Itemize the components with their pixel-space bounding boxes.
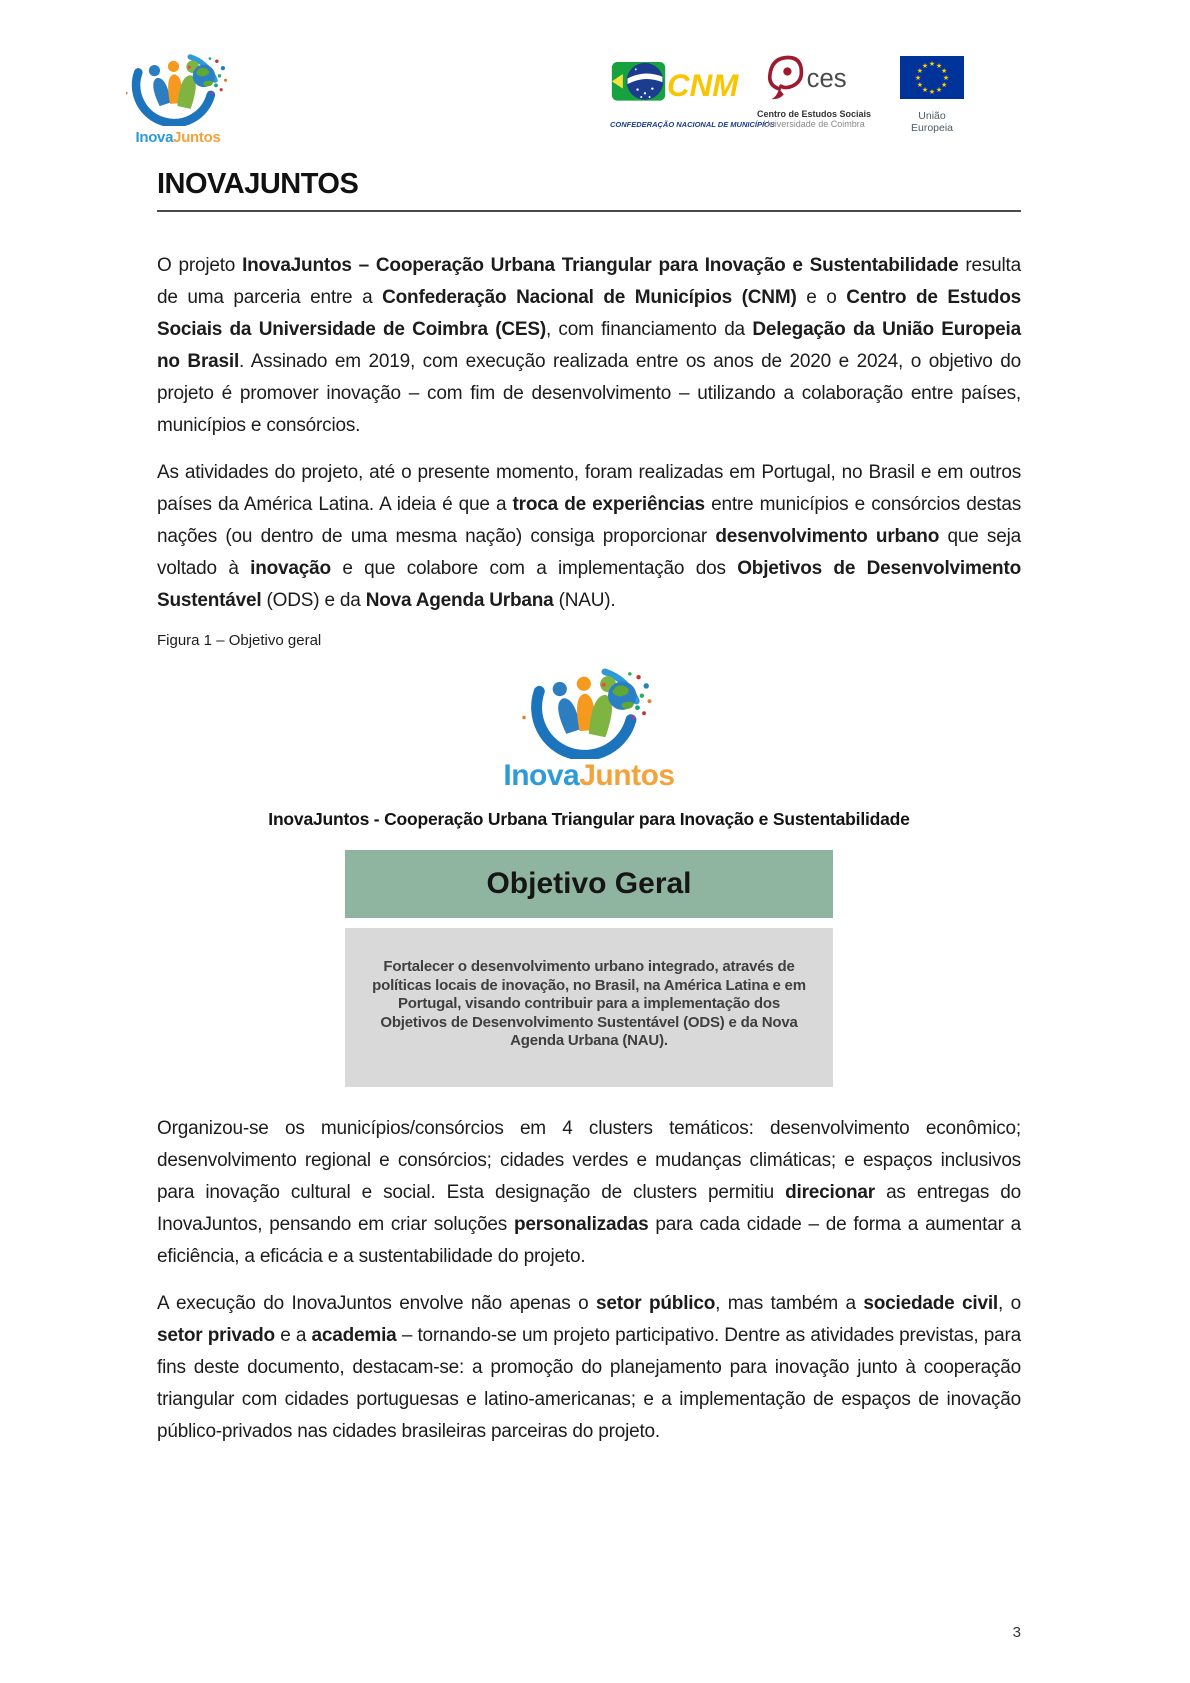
figure-inovajuntos-logo-icon xyxy=(502,663,677,759)
inovajuntos-logo-icon xyxy=(126,50,230,126)
ces-caption-line2: Universidade de Coimbra xyxy=(763,119,865,129)
paragraph-execution: A execução do InovaJuntos envolve não apenas o setor público, mas também a sociedade civil, o setor privado e a academia – tornando-se um projeto participativo. Dentre as atividades previstas, para fins deste documento, destacam-se: a promoção do planejamento para inovação junto à cooperação triangular com cidades portuguesas e latino-americanas; e a implementação de espaços de inovação público-privados nas cidades brasileiras parceiras do projeto. xyxy=(157,1292,1021,1442)
objetivo-geral-banner: Objetivo Geral xyxy=(345,850,833,918)
cnm-header-logo xyxy=(610,56,775,129)
inovajuntos-header-logo xyxy=(126,50,230,146)
objetivo-geral-description: Fortalecer o desenvolvimento urbano integrado, através de políticas locais de inovação, no Brasil, na América Latina e em Portugal, visando contribuir para a implementação dos Objetivos de Desenvolvimento Sustentável (ODS) e da Nova Agenda Urbana (NAU). xyxy=(345,928,833,1087)
paragraph-clusters: Organizou-se os municípios/consórcios em 4 clusters temáticos: desenvolvimento econômico; desenvolvimento regional e consórcios; cidades verdes e mudanças climáticas; e espaços inclusivos para inovação cultural e social. Esta designação de clusters permitiu direcionar as entregas do InovaJuntos, pensando em criar soluções personalizadas para cada cidade – de forma a aumentar a eficiência, a eficácia e a sustentabilidade do projeto. xyxy=(157,1117,1021,1267)
svg-text:★: ★ xyxy=(916,81,924,89)
svg-text:★: ★ xyxy=(914,74,922,82)
ces-acronym: ces xyxy=(806,65,847,94)
svg-text:★: ★ xyxy=(921,86,929,95)
figure-wordmark-juntos: Juntos xyxy=(579,759,675,792)
ces-logo-icon xyxy=(759,52,869,102)
wordmark-juntos: Juntos xyxy=(173,129,221,146)
cnm-logo-icon xyxy=(610,56,748,114)
svg-text:★: ★ xyxy=(921,61,929,70)
svg-text:★: ★ xyxy=(928,88,936,96)
figure-caption: Figura 1 – Objetivo geral xyxy=(157,632,322,649)
wordmark-inova: Inova xyxy=(135,129,174,146)
paragraph-intro: O projeto InovaJuntos – Cooperação Urbana Triangular para Inovação e Sustentabilidade resulta de uma parceria entre a Confederação Nacional de Municípios (CNM) e o Centro de Estudos Sociais da Universidade de Coimbra (CES), com financiamento da Delegação da União Europeia no Brasil. Assinado em 2019, com execução realizada entre os anos de 2020 e 2024, o objetivo do projeto é promover inovação – com fim de desenvolvimento – utilizando a colaboração entre países, municípios e consórcios. xyxy=(157,255,1021,436)
svg-text:★: ★ xyxy=(935,61,943,70)
svg-text:★: ★ xyxy=(942,74,950,82)
eu-header-logo xyxy=(898,56,966,134)
svg-text:★: ★ xyxy=(940,81,948,89)
eu-flag-icon xyxy=(900,56,964,99)
page-number: 3 xyxy=(1012,1624,1021,1641)
figure-objetivo-geral xyxy=(157,663,1021,1087)
figure-wordmark-inova: Inova xyxy=(503,759,580,792)
svg-text:★: ★ xyxy=(928,60,936,68)
svg-text:★: ★ xyxy=(935,86,943,95)
figure-inovajuntos-wordmark xyxy=(157,759,1021,793)
text-column xyxy=(157,168,1021,1463)
inovajuntos-wordmark xyxy=(126,129,230,146)
svg-text:★: ★ xyxy=(916,67,924,75)
page-title: INOVAJUNTOS xyxy=(157,168,1021,212)
cnm-acronym: CNM xyxy=(667,68,739,104)
eu-caption: União Europeia xyxy=(910,110,954,134)
figure-inovajuntos-logo xyxy=(157,663,1021,793)
svg-text:★: ★ xyxy=(940,67,948,75)
ces-caption-line1: Centro de Estudos Sociais xyxy=(756,109,872,119)
paragraph-activities: As atividades do projeto, até o presente momento, foram realizadas em Portugal, no Brasil e em outros países da América Latina. A ideia é que a troca de experiências entre municípios e consórcios destas nações (ou dentro de uma mesma nação) consiga proporcionar desenvolvimento urbano que seja voltado à inovação e que colabore com a implementação dos Objetivos de Desenvolvimento Sustentável (ODS) e da Nova Agenda Urbana (NAU). xyxy=(157,462,1022,611)
cnm-caption: CONFEDERAÇÃO NACIONAL DE MUNICÍPIOS xyxy=(610,120,775,129)
ces-header-logo xyxy=(754,52,874,129)
figure-subtitle: InovaJuntos - Cooperação Urbana Triangular para Inovação e Sustentabilidade xyxy=(268,809,910,829)
